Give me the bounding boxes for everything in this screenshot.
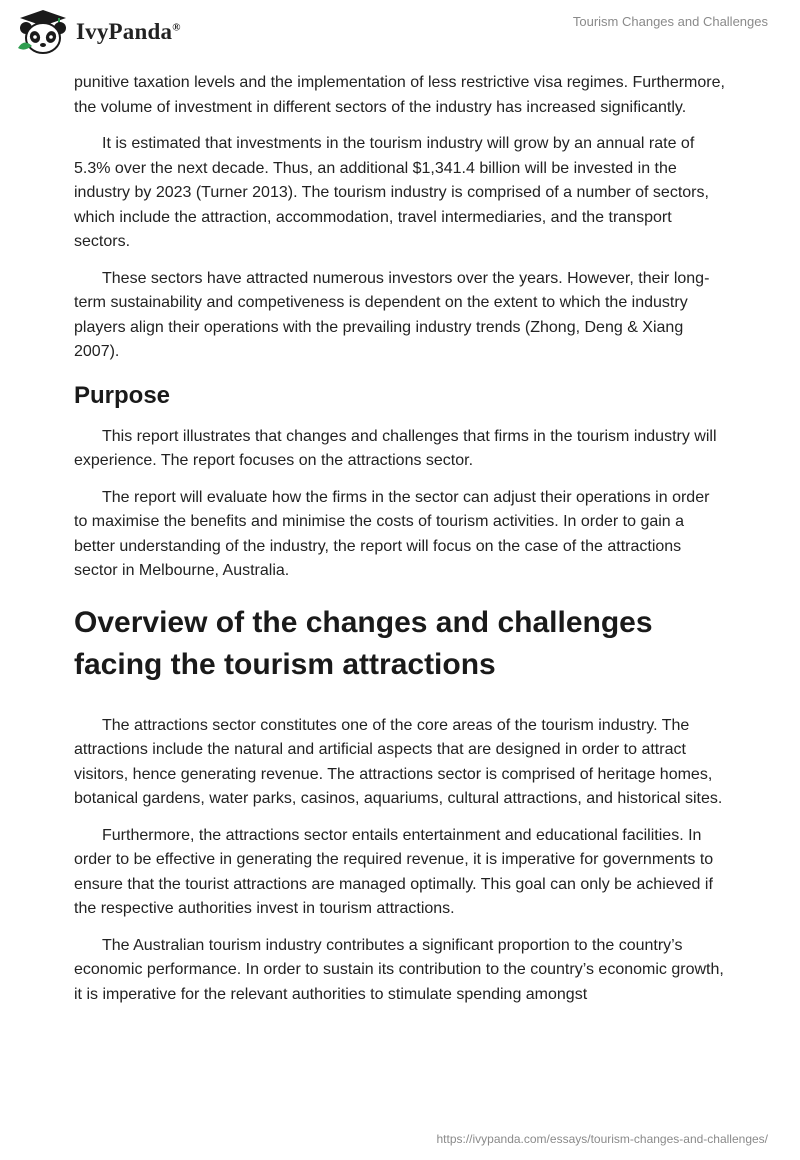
ivypanda-logo[interactable] — [14, 8, 181, 56]
page-header — [0, 0, 800, 70]
logo-wordmark: IvyPanda® — [76, 19, 181, 44]
essay-body — [74, 71, 726, 1019]
document-title: Tourism Changes and Challenges — [572, 14, 768, 29]
paragraph: These sectors have attracted numerous investors over the years. However, their long-term sustainability and competiveness is dependent on the extent to which the industry players align their operations with the prevailing industry trends (Zhong, Deng & Xiang 2007). — [74, 269, 710, 360]
paragraph: This report illustrates that changes and challenges that firms in the tourism industry will experience. The report focuses on the attractions sector. — [74, 427, 717, 469]
section-heading-overview: Overview of the changes and challenges facing the tourism attractions — [74, 605, 653, 681]
paragraph: The Australian tourism industry contributes a significant proportion to the country’s economic performance. In order to sustain its contribution to the country’s economic growth, it is imperative for the relevant authorities to stimulate spending amongst — [74, 936, 724, 1003]
panda-graduate-icon — [14, 8, 72, 56]
paragraph: The attractions sector constitutes one of the core areas of the tourism industry. The attractions include the natural and artificial aspects that are designed in order to attract visitors, hence generating revenue. The attractions sector is comprised of heritage homes, botanical gardens, water parks, casinos, aquariums, cultural attractions, and historical sites. — [74, 716, 723, 807]
source-url-link[interactable]: https://ivypanda.com/essays/tourism-changes-and-challenges/ — [436, 1132, 768, 1146]
paragraph: It is estimated that investments in the tourism industry will grow by an annual rate of 5.3% over the next decade. Thus, an additional $1,341.4 billion will be invested in the industry by 2023 (Turner 2013). The tourism industry is comprised of a number of sectors, which include the attraction, accommodation, travel intermediaries, and the transport sectors. — [74, 135, 709, 250]
paragraph: The report will evaluate how the firms in the sector can adjust their operations in order to maximise the benefits and minimise the costs of tourism activities. In order to gain a better understanding of the industry, the report will focus on the case of the attractions sector in Melbourne, Australia. — [74, 488, 710, 579]
paragraph: punitive taxation levels and the implementation of less restrictive visa regimes. Furthermore, the volume of investment in different sectors of the industry has increased significantly. — [74, 74, 725, 116]
paragraph: Furthermore, the attractions sector entails entertainment and educational facilities. In order to be effective in generating the required revenue, it is imperative for governments to ensure that the tourist attractions are managed optimally. This goal can only be achieved if the respective authorities invest in tourism attractions. — [74, 826, 714, 917]
section-heading-purpose: Purpose — [74, 381, 171, 409]
